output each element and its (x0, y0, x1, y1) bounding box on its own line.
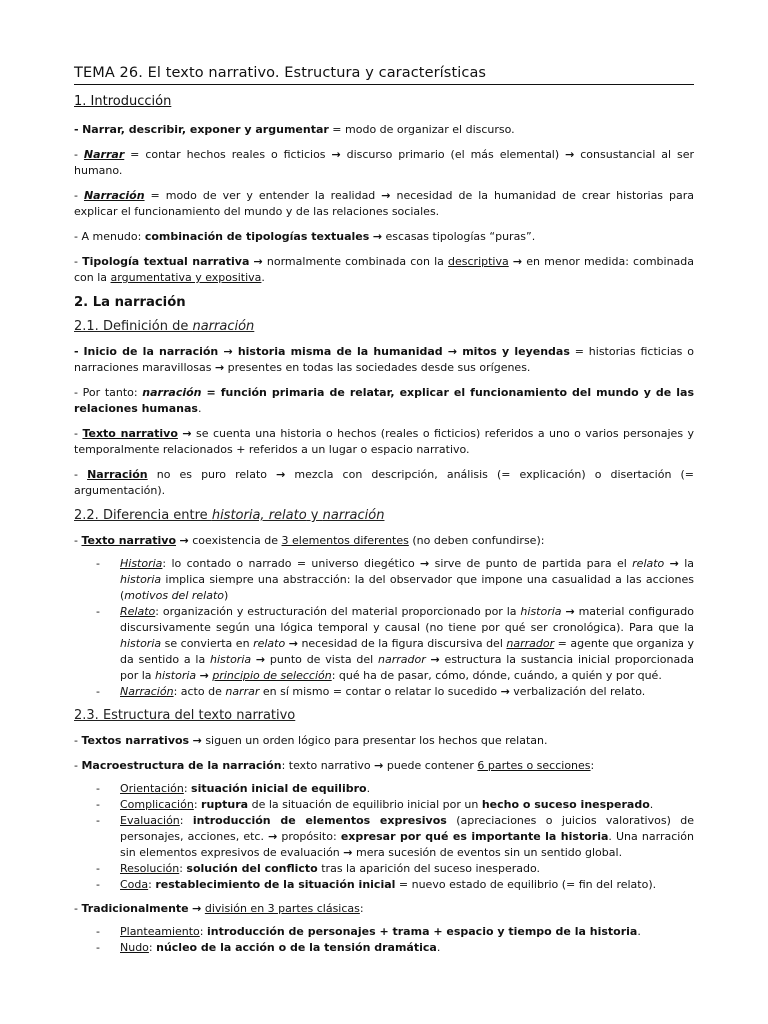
arrow-icon: → (669, 557, 679, 570)
arrow-icon: → (276, 468, 286, 481)
dash: - (74, 734, 78, 747)
text: estructura la sustancia inicial proporcionada por la (120, 653, 694, 682)
text: punto de vista del (265, 653, 378, 666)
heading-text: 2.1. Definición de (74, 319, 193, 334)
arrow-icon: → (565, 148, 575, 161)
subsection-heading-estructura (74, 708, 694, 724)
bold-text: historia misma de la humanidad (232, 345, 448, 358)
arrow-icon: → (420, 557, 430, 570)
arrow-icon: → (192, 734, 202, 747)
list-item: - Planteamiento: introducción de personajes + trama + espacio y tiempo de la historia. (96, 925, 641, 938)
paragraph (74, 758, 694, 774)
text: en menor medida: combinada con la (74, 255, 695, 284)
underlined-text: Nudo (120, 941, 149, 954)
paragraph (74, 385, 694, 417)
underlined-text: Evaluación (120, 814, 180, 827)
italic-text: historia (210, 653, 252, 666)
underlined-text: Orientación (120, 782, 184, 795)
underlined-text: Narración (120, 685, 174, 698)
italic-text: narrar (225, 685, 260, 698)
text: necesidad de la figura discursiva del (297, 637, 507, 650)
subsection-heading-diferencia (74, 508, 694, 524)
paragraph (74, 122, 694, 138)
paragraph (74, 901, 694, 917)
arrow-icon: → (512, 255, 523, 268)
bold-text: Narrar (83, 148, 125, 161)
arrow-icon: → (179, 534, 189, 547)
text: discurso primario (el más elemental) (340, 148, 566, 161)
text: normalmente combinada con la (262, 255, 449, 268)
bold-text: Tipología textual narrativa (82, 255, 250, 268)
text: necesidad de la humanidad de crear historias para explicar el funcionamiento del mundo y de las relaciones sociales. (74, 189, 695, 218)
text: . (197, 402, 202, 415)
text: = contar hechos reales o ficticios (124, 148, 332, 161)
text: se cuenta una historia o hechos (reales o ficticios) referidos a uno o varios personajes y temporalmente relacionados + referidos a un lugar o espacio narrativo. (74, 427, 695, 456)
text: presentes en todas las sociedades desde sus orígenes. (224, 361, 531, 374)
heading-text: narración (192, 319, 255, 334)
bold-text: = función primaria de relatar, explicar el funcionamiento del mundo y de las relaciones humanas (74, 386, 694, 415)
arrow-icon: → (192, 902, 202, 915)
text: material configurado discursivamente según una lógica temporal y causal (no tiene por qué ser cronológica). Para que la (120, 605, 694, 634)
arrow-icon: → (331, 148, 341, 161)
italic-text: relato (632, 557, 665, 570)
underlined-text: narrador (506, 637, 555, 650)
list-item (74, 684, 694, 700)
heading-text: y (306, 508, 323, 523)
arrow-icon: → (343, 846, 353, 859)
paragraph (74, 229, 694, 245)
paragraph (74, 426, 694, 458)
list (74, 924, 694, 956)
dash: - (96, 878, 100, 891)
text: : organización y estructuración del material proporcionado por la (155, 605, 521, 618)
paragraph (74, 467, 694, 499)
text: puede contener (383, 759, 478, 772)
bold-text: mitos y leyendas (457, 345, 570, 358)
text: = nuevo estado de equilibrio (= fin del relato). (395, 878, 657, 891)
bold-text: Narración (87, 468, 148, 481)
italic-text: historia (120, 637, 162, 650)
text: = agente que organiza y da sentido a la (120, 637, 694, 666)
dash: - (74, 468, 78, 481)
text: : (359, 902, 364, 915)
text: ) (224, 589, 229, 602)
bold-text: Texto narrativo (81, 534, 177, 547)
list-item: - Coda: restablecimiento de la situación inicial = nuevo estado de equilibrio (= fin del relato). (96, 878, 657, 891)
text: = modo de ver y entender la realidad (144, 189, 382, 202)
bold-text: restablecimiento de la situación inicial (155, 878, 396, 891)
underlined-text: Resolución (120, 862, 180, 875)
bold-text: Narración (83, 189, 145, 202)
arrow-icon: → (372, 230, 383, 243)
list-item: - Evaluación: introducción de elementos expresivos (apreciaciones o juicios valorativos) de personajes, acciones, etc. → propósito: expresar por qué es importante la historia. Una narración sin elementos expresivos de evaluación → mera sucesión de eventos sin un sentido global. (96, 814, 695, 859)
text: . Una narración sin elementos expresivos de evaluación (120, 830, 695, 859)
arrow-icon: → (214, 361, 225, 374)
underlined-text: Complicación (120, 798, 194, 811)
dash: - (96, 862, 100, 875)
bold-text: situación inicial de equilibro (191, 782, 367, 795)
heading-text: 2.3. Estructura del texto narrativo (74, 708, 296, 723)
text: la (678, 557, 694, 570)
underlined-text: principio de selección (212, 669, 332, 682)
text: : qué ha de pasar, cómo, dónde, cuándo, a quién y por qué. (331, 669, 662, 682)
text: coexistencia de (188, 534, 282, 547)
bold-text: Tradicionalmente (81, 902, 189, 915)
arrow-icon: → (255, 653, 266, 666)
list-item: - Orientación: situación inicial de equilibro. (96, 782, 371, 795)
bold-text: Textos narrativos (81, 734, 190, 747)
list-item: - Nudo: núcleo de la acción o de la tensión dramática. (96, 941, 441, 954)
dash: - (74, 189, 78, 202)
dash: - (74, 255, 78, 268)
paragraph (74, 188, 694, 220)
dash: - (96, 605, 100, 618)
document-page (74, 64, 694, 964)
bold-text: introducción de elementos expresivos (192, 814, 447, 827)
dash: - (96, 798, 100, 811)
text: : acto de (173, 685, 226, 698)
dash: - (96, 925, 100, 938)
dash: - (74, 148, 78, 161)
text: (apreciaciones o juicios valorativos) de personajes, acciones, etc. (120, 814, 694, 843)
list-item: - Complicación: ruptura de la situación de equilibrio inicial por un hecho o suceso inesperado. (96, 798, 654, 811)
text: : (590, 759, 595, 772)
text: en sí mismo = contar o relatar lo sucedido (259, 685, 501, 698)
dash: - (96, 557, 100, 570)
bold-text: solución del conflicto (186, 862, 318, 875)
underlined-text: descriptiva (448, 255, 509, 268)
heading-text: 2.2. Diferencia entre (74, 508, 212, 523)
bold-text: Macroestructura de la narración (81, 759, 282, 772)
text: verbalización del relato. (509, 685, 646, 698)
document-title: TEMA 26. El texto narrativo. Estructura y características (74, 64, 694, 85)
section-heading-narracion: 2. La narración (74, 295, 186, 310)
text: tras la aparición del suceso inesperado. (317, 862, 541, 875)
paragraph (74, 344, 694, 376)
bold-text: Narrar, describir, exponer y argumentar (82, 123, 329, 136)
text: sirve de punto de partida para el (429, 557, 633, 570)
arrow-icon: → (223, 345, 233, 358)
bold-text: núcleo de la acción o de la tensión dramática (156, 941, 437, 954)
list-item: - Resolución: solución del conflicto tras la aparición del suceso inesperado. (96, 862, 541, 875)
heading-text: narración (322, 508, 385, 523)
underlined-text: Coda (120, 878, 149, 891)
text: (no deben confundirse): (408, 534, 545, 547)
dash: - (74, 427, 78, 440)
dash: - (74, 386, 78, 399)
underlined-text: 3 elementos diferentes (281, 534, 409, 547)
dash: - (74, 534, 78, 547)
dash: - (96, 941, 100, 954)
text: de la situación de equilibrio inicial por un (248, 798, 482, 811)
bold-text: expresar por qué es importante la historia (340, 830, 609, 843)
underlined-text: 6 partes o secciones (477, 759, 591, 772)
arrow-icon: → (381, 189, 391, 202)
list (74, 556, 694, 700)
arrow-icon: → (500, 685, 510, 698)
paragraph (74, 533, 694, 549)
arrow-icon: → (447, 345, 458, 358)
text: . (261, 271, 265, 284)
arrow-icon: → (374, 759, 384, 772)
text: consustancial al ser humano. (74, 148, 695, 177)
arrow-icon: → (182, 427, 192, 440)
text: escasas tipologías “puras”. (382, 230, 536, 243)
bold-text: introducción de personajes + trama + espacio y tiempo de la historia (206, 925, 638, 938)
arrow-icon: → (199, 669, 209, 682)
italic-text: historia (155, 669, 197, 682)
bold-text: ruptura (201, 798, 249, 811)
text: mezcla con descripción, análisis (= explicación) o disertación (= argumentación). (74, 468, 694, 497)
text: = historias ficticias o narraciones maravillosas (74, 345, 694, 374)
italic-text: historia (520, 605, 562, 618)
italic-text: narrador (378, 653, 426, 666)
paragraph (74, 254, 694, 286)
text: no es puro relato (147, 468, 277, 481)
paragraph (74, 147, 694, 179)
dash: - (74, 123, 79, 136)
italic-text: relato (253, 637, 286, 650)
italic-text: motivos del relato (124, 589, 225, 602)
bold-text: hecho o suceso inesperado (481, 798, 650, 811)
arrow-icon: → (565, 605, 575, 618)
text: = modo de organizar el discurso. (328, 123, 515, 136)
text: siguen un orden lógico para presentar los hechos que relatan. (201, 734, 548, 747)
underlined-text: Historia (120, 557, 163, 570)
underlined-text: división en 3 partes clásicas (204, 902, 360, 915)
heading-text: historia, relato (211, 508, 307, 523)
arrow-icon: → (288, 637, 298, 650)
underlined-text: Planteamiento (120, 925, 200, 938)
underlined-text: Relato (120, 605, 156, 618)
list (74, 781, 694, 893)
dash: - (74, 230, 78, 243)
dash: - (96, 814, 100, 827)
dash: - (96, 685, 100, 698)
section-heading-introduccion: 1. Introducción (74, 94, 172, 109)
list-item (74, 556, 694, 604)
text: Por tanto: (82, 386, 143, 399)
bold-text: combinación de tipologías textuales (144, 230, 370, 243)
text: : texto narrativo (281, 759, 375, 772)
arrow-icon: → (253, 255, 263, 268)
bold-text: Inicio de la narración (83, 345, 224, 358)
italic-text: historia (120, 573, 162, 586)
dash: - (74, 759, 78, 772)
list-item (74, 604, 694, 684)
dash: - (74, 902, 78, 915)
underlined-text: argumentativa y expositiva (110, 271, 262, 284)
arrow-icon: → (268, 830, 278, 843)
arrow-icon: → (430, 653, 440, 666)
text: A menudo: (81, 230, 145, 243)
subsection-heading-definicion (74, 319, 694, 335)
text: se convierta en (161, 637, 254, 650)
text: implica siempre una abstracción: la del observador que impone una casualidad a las acciones ( (120, 573, 694, 602)
bold-text: narración (142, 386, 202, 399)
text: mera sucesión de eventos sin un sentido global. (352, 846, 623, 859)
dash: - (74, 345, 79, 358)
paragraph (74, 733, 694, 749)
bold-text: Texto narrativo (82, 427, 178, 440)
text: propósito: (277, 830, 341, 843)
text: : lo contado o narrado = universo diegético (162, 557, 421, 570)
dash: - (96, 782, 100, 795)
